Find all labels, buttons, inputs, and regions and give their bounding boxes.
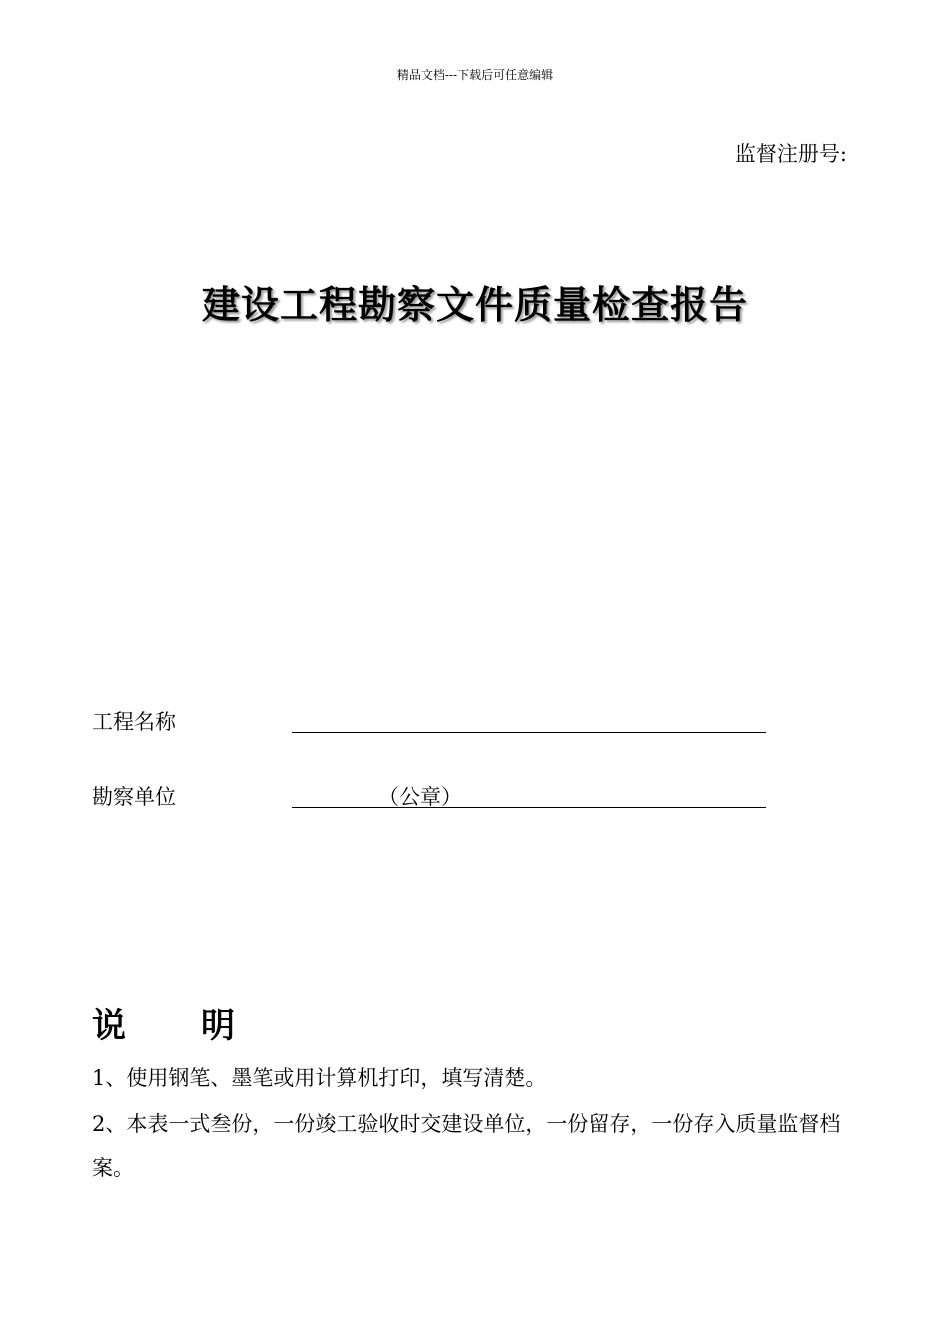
header-note: 精品文档---下载后可任意编辑 <box>396 68 554 82</box>
note-item: 1、使用钢笔、墨笔或用计算机打印，填写清楚。 <box>92 1066 547 1090</box>
project-name-label: 工程名称 <box>92 710 176 734</box>
notes-heading-char-2: 明 <box>201 1006 235 1046</box>
project-name-field[interactable] <box>292 706 766 733</box>
project-name-row <box>92 706 772 740</box>
survey-unit-field[interactable] <box>292 781 766 808</box>
notes-list <box>92 1056 852 1192</box>
survey-unit-label: 勘察单位 <box>92 785 176 809</box>
survey-unit-row <box>92 781 772 815</box>
seal-label: （公章） <box>378 785 462 809</box>
note-item: 2、本表一式叁份，一份竣工验收时交建设单位，一份留存，一份存入质量监督档案。 <box>92 1112 841 1180</box>
notes-heading <box>92 998 235 1047</box>
notes-heading-char-1: 说 <box>92 1006 126 1046</box>
page-title: 建设工程勘察文件质量检查报告 <box>201 282 748 327</box>
registration-number-label: 监督注册号: <box>734 142 847 166</box>
